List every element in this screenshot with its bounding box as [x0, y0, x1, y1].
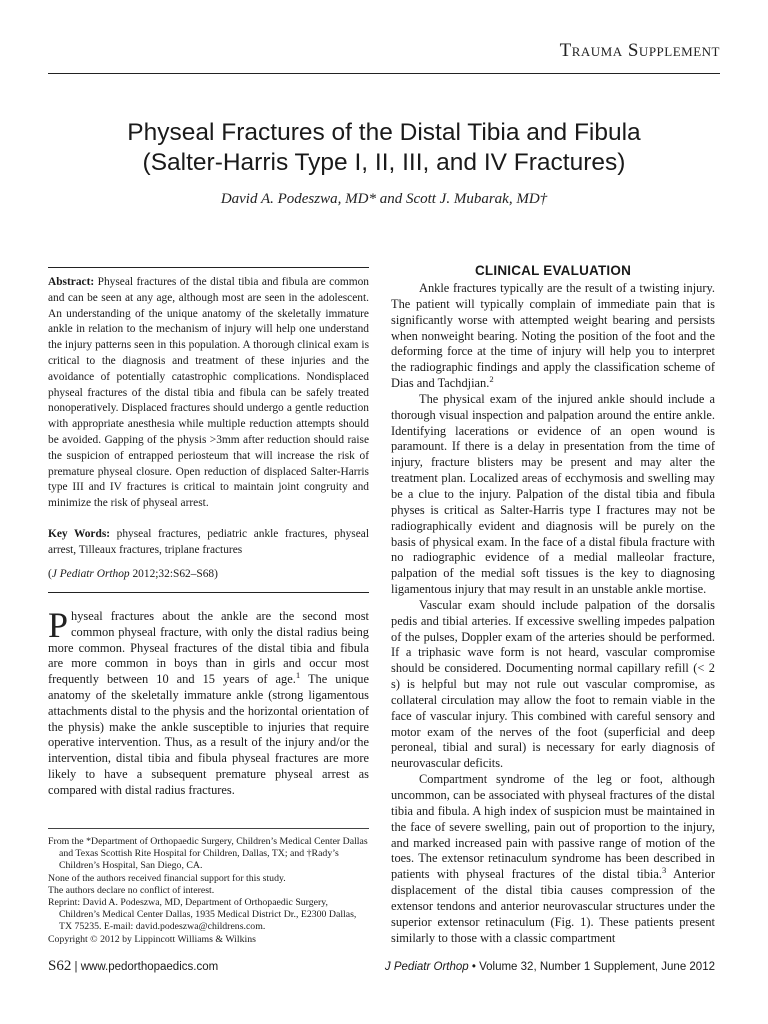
clinical-paragraph-1: [391, 281, 715, 392]
clinical-p1-text: Ankle fractures typically are the result of a twisting injury. The patient will typically complain of immediate pain that is significantly worse with attempted weight bearing and persists when nonweight bearing. Noting the position of the foot and the deforming force at the time of injury will help you to interpret the radiographic findings and apply the classification scheme of Dias and Tachdjian.: [391, 281, 715, 391]
footnote-affiliations: From the *Department of Orthopaedic Surgery, Children’s Medical Center Dallas and Texas Scottish Rite Hospital for Children, Dallas, TX; and †Rady’s Children’s Hospital, San Diego, CA.: [48, 836, 368, 872]
footer-separator: |: [74, 961, 81, 973]
citation: (J Pediatr Orthop 2012;32:S62–S68): [48, 568, 218, 580]
abstract: [48, 275, 369, 512]
footnote-copyright: Copyright © 2012 by Lippincott Williams & Wilkins: [48, 933, 256, 945]
keywords-label: Key Words:: [48, 528, 111, 540]
drop-cap: P: [48, 605, 69, 645]
footer-right: [385, 961, 715, 973]
title-line-1: Physeal Fractures of the Distal Tibia and Fibula: [127, 119, 641, 146]
intro-text-a: hyseal fractures about the ankle are the second most common physeal fracture, with only the distal radius being more common. Physeal fractures of the distal tibia and fibula are more common in boys than in girls and occur most frequently between 10 and 15 years of age.: [48, 609, 369, 687]
keywords-text: physeal fractures, pediatric ankle fractures, physeal arrest, Tilleaux fractures, triplane fractures: [48, 528, 369, 556]
clinical-ref-2: 2: [489, 373, 494, 384]
section-header: [0, 40, 720, 62]
clinical-evaluation-body: [391, 281, 715, 946]
abstract-text: Physeal fractures of the distal tibia and fibula are common and can be seen at any age, although most are seen in the adolescent. An understanding of the unique anatomy of the skeletally immature ankle in relation to the mechanism of injury will help one understand the injury patterns seen in this population. A thorough clinical exam is critical to the diagnosis and treatment of these injuries and the avoidance of potentially catastrophic complications. Nondisplaced physeal fractures of the distal tibia and fibula can be safely treated nonoperatively. Displaced fractures should undergo a gentle reduction with appropriate anesthesia while multiple reduction attempts should be avoided. Gapping of the physis >3mm after reduction should raise the suspicion of entrapped periosteum that will increase the risk of premature physeal closure. Open reduction of displaced Salter-Harris type III and IV fractures is critical to maintain joint congruity and minimize the risk of physeal arrest.: [48, 276, 369, 510]
clinical-p4-text-a: Compartment syndrome of the leg or foot, although uncommon, can be associated with physeal fractures of the distal tibia and fibula. A high index of suspicion must be maintained in the face of severe swelling, pain out of proportion to the injury, and marked increased pain with passive range of motion of the toes. The extensor retinaculum syndrome has been described in patients with physeal fractures of the distal tibia.: [391, 772, 715, 882]
title-line-2: (Salter-Harris Type I, II, III, and IV Fractures): [142, 149, 626, 176]
abstract-rule-top: [48, 267, 369, 268]
article-title: [48, 118, 720, 178]
clinical-paragraph-3: Vascular exam should include palpation of the dorsalis pedis and tibial arteries. If excessive swelling impedes palpation of the pulses, Doppler exam of the arteries should be performed. If a triphasic wave form is not heard, vascular compromise should be considered. Documenting normal capillary refill (< 2 s) is helpful but may not rule out vascular compromise, as collateral circulation may allow the foot to remain viable in the face of vascular injury. This combined with careful sensory and motor exam of the nerves of the foot (superficial and deep peroneal, tibial and sural) is necessary for early diagnosis of neurovascular deficits.: [391, 597, 715, 771]
clinical-paragraph-4: [391, 772, 715, 946]
footer-website-link[interactable]: www.pedorthopaedics.com: [80, 961, 219, 973]
footnotes: [48, 836, 369, 946]
page-number: S62: [48, 958, 72, 974]
intro-text-b: The unique anatomy of the skeletally immature ankle (strong ligamentous attachments distal to the physis and the horizontal orientation of the physis) make the ankle susceptible to injuries that require operative intervention. Thus, as a result of the injury and/or the intervention, distal tibia and fibula physeal fractures are more likely to have a subsequent premature physeal arrest as compared with distal radius fractures.: [48, 672, 370, 797]
header-rule: [48, 73, 720, 74]
intro-paragraph: [48, 605, 370, 799]
footnote-rule: [48, 828, 369, 829]
footer-journal: J Pediatr Orthop: [384, 961, 469, 973]
clinical-p4-text-b: Anterior displacement of the distal tibia causes compression of the extensor tendons and anterior neurovascular structures under the superior extensor retinaculum (Fig. 1). These patients present similarly to those with a classic compartment: [391, 867, 715, 945]
abstract-rule-bottom: [48, 592, 369, 593]
citation-rest: 2012;32:S62–S68): [132, 568, 218, 580]
authors: David A. Podeszwa, MD* and Scott J. Mubarak, MD†: [220, 191, 548, 207]
intro-ref-1: 1: [295, 670, 301, 681]
clinical-paragraph-2: The physical exam of the injured ankle should include a thorough visual inspection and palpation around the entire ankle. Identifying lacerations or evidence of an open wound is paramount. If there is a delay in presentation from the time of injury, fracture blisters may be present and may alter the treatment plan. Localized areas of ecchymosis and swelling may be a clue to the injury. Palpation of the distal tibia and fibula physes is critical as Salter-Harris type I fractures may not be radiographically evident and diagnosis will be purely on the basis of physical exam. In the face of a distal fibula fracture with no radiographic evidence of a medial malleolar fracture, palpation of the medial soft tissues is the key to diagnosing ligamentous injury that may result in an unstable ankle mortise.: [391, 391, 715, 597]
section-header-text: Trauma Supplement: [559, 40, 720, 61]
clinical-ref-3: 3: [661, 865, 667, 876]
keywords: [48, 527, 369, 559]
footnote-funding: None of the authors received financial support for this study.: [48, 872, 286, 884]
footer-left: [48, 958, 218, 975]
section-heading-clinical-evaluation: CLINICAL EVALUATION: [474, 263, 632, 278]
footer-issue: Volume 32, Number 1 Supplement, June 2012: [479, 961, 715, 973]
abstract-label: Abstract:: [48, 276, 95, 288]
footnote-reprint: Reprint: David A. Podeszwa, MD, Department of Orthopaedic Surgery, Children’s Medical Center Dallas, 1935 Medical District Dr., E2300 Dallas, TX 75235. E-mail: david.podeszwa@childrens.com.: [48, 897, 357, 933]
footnote-conflict: The authors declare no conflict of interest.: [48, 884, 215, 896]
citation-journal: J Pediatr Orthop: [51, 568, 130, 580]
footer-bullet: •: [471, 961, 480, 973]
